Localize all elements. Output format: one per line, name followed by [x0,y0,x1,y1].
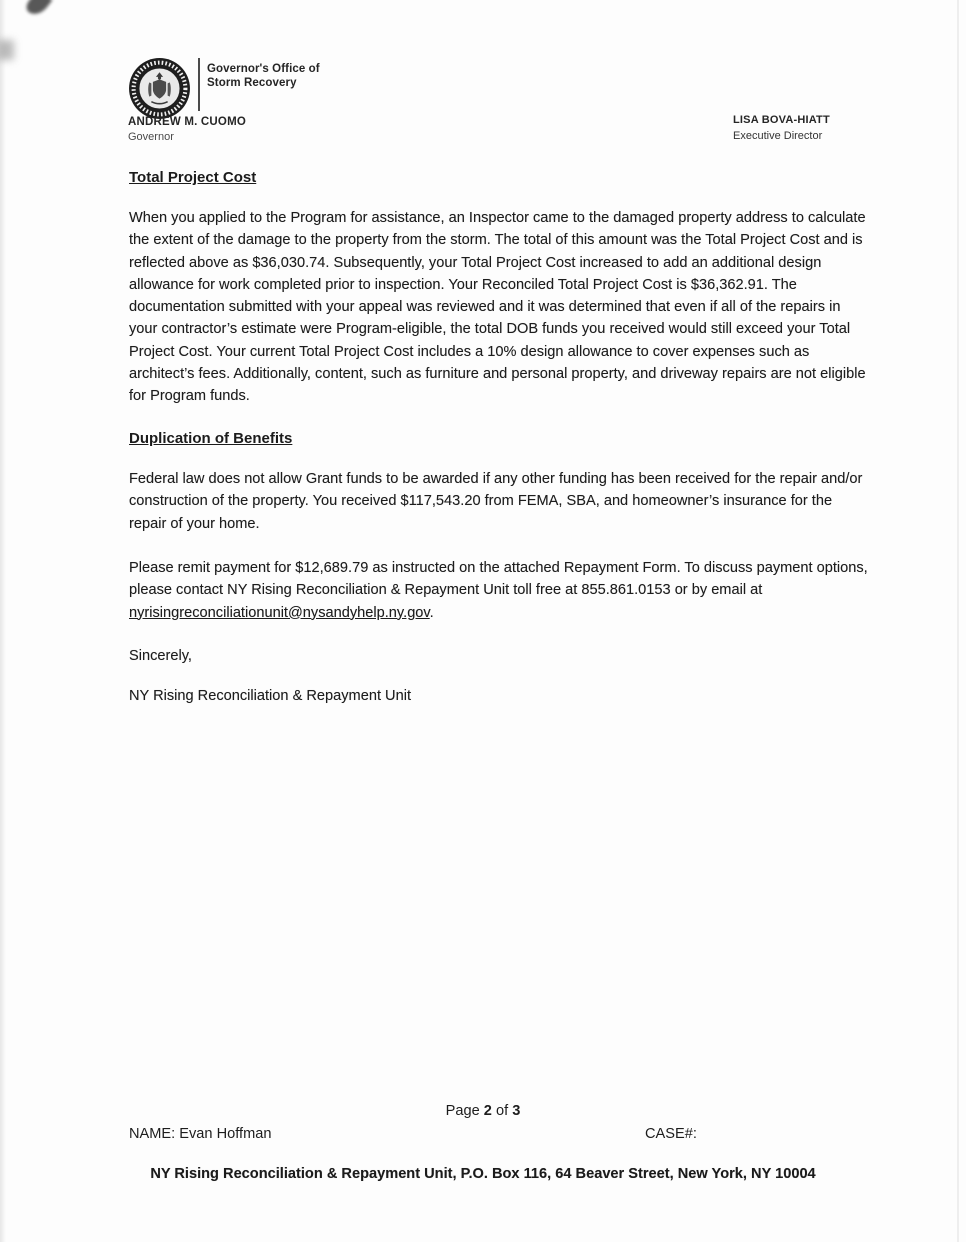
scan-edge-shadow-left [0,0,6,1242]
org-name-line1: Governor's Office of [207,63,320,75]
section-heading-duplication-of-benefits: Duplication of Benefits [129,430,293,447]
page-indicator [0,1103,966,1119]
org-name-line2: Storm Recovery [207,77,297,89]
payment-text-before-email: Please remit payment for $12,689.79 as instructed on the attached Repayment Form. To discuss payment options, please contact NY Rising Reconciliation & Repayment Unit toll free at 855.861.0153 or by email at [129,560,868,599]
footer-case-field [645,1126,697,1142]
org-name [207,62,320,90]
footer-name-field [129,1126,272,1142]
governor-name: ANDREW M. CUOMO [128,116,246,128]
ny-state-seal-icon [127,56,192,121]
closing-salutation: Sincerely, [129,648,192,664]
paragraph-remit-payment [129,557,868,624]
paragraph-duplication-of-benefits: Federal law does not allow Grant funds to be awarded if any other funding has been received for the repair and/or construction of the property. You received $117,543.20 from FEMA, SBA, and homeowner’s insurance for the repair of your home. [129,471,863,532]
scan-artifact-smudge [0,40,14,60]
executive-director-name: LISA BOVA-HIATT [733,114,830,126]
footer-address: NY Rising Reconciliation & Repayment Unit, P.O. Box 116, 64 Beaver Street, New York, NY 10004 [150,1166,816,1182]
governor-title: Governor [128,131,174,143]
section-heading-total-project-cost: Total Project Cost [129,169,257,186]
name-label: NAME: [129,1126,176,1142]
page-word: Page [445,1103,480,1119]
page-of-word: of [495,1103,509,1119]
header-divider [198,58,200,111]
signature-line: NY Rising Reconciliation & Repayment Unit [129,688,412,704]
page-total: 3 [512,1103,521,1119]
executive-director-title: Executive Director [733,130,823,142]
paragraph-total-project-cost: When you applied to the Program for assistance, an Inspector came to the damaged property address to calculate the extent of the damage to the property from the storm. The total of this amount was the Total Project Cost and is reflected above as $36,030.74. Subsequently, your Total Project Cost increased to add an additional design allowance for work completed prior to inspection. Your Reconciled Total Project Cost is $36,362.91. The documentation submitted with your appeal was reviewed and it was determined that even if all of the repairs in your contractor’s estimate were Program-eligible, the total DOB funds you received would still exceed your Total Project Cost. Your current Total Project Cost includes a 10% design allowance to cover expenses such as architect’s fees. Additionally, content, such as furniture and personal property, and driveway repairs are not eligible for Program funds. [129,210,866,405]
case-label: CASE#: [645,1126,697,1142]
page-number: 2 [483,1103,492,1119]
scan-artifact-corner-mark [24,0,53,19]
payment-text-after-email: . [429,604,434,621]
email-address: nyrisingreconciliationunit@nysandyhelp.ny.gov [129,604,430,621]
scan-edge-shadow-right [957,0,959,1242]
name-value: Evan Hoffman [179,1126,272,1142]
